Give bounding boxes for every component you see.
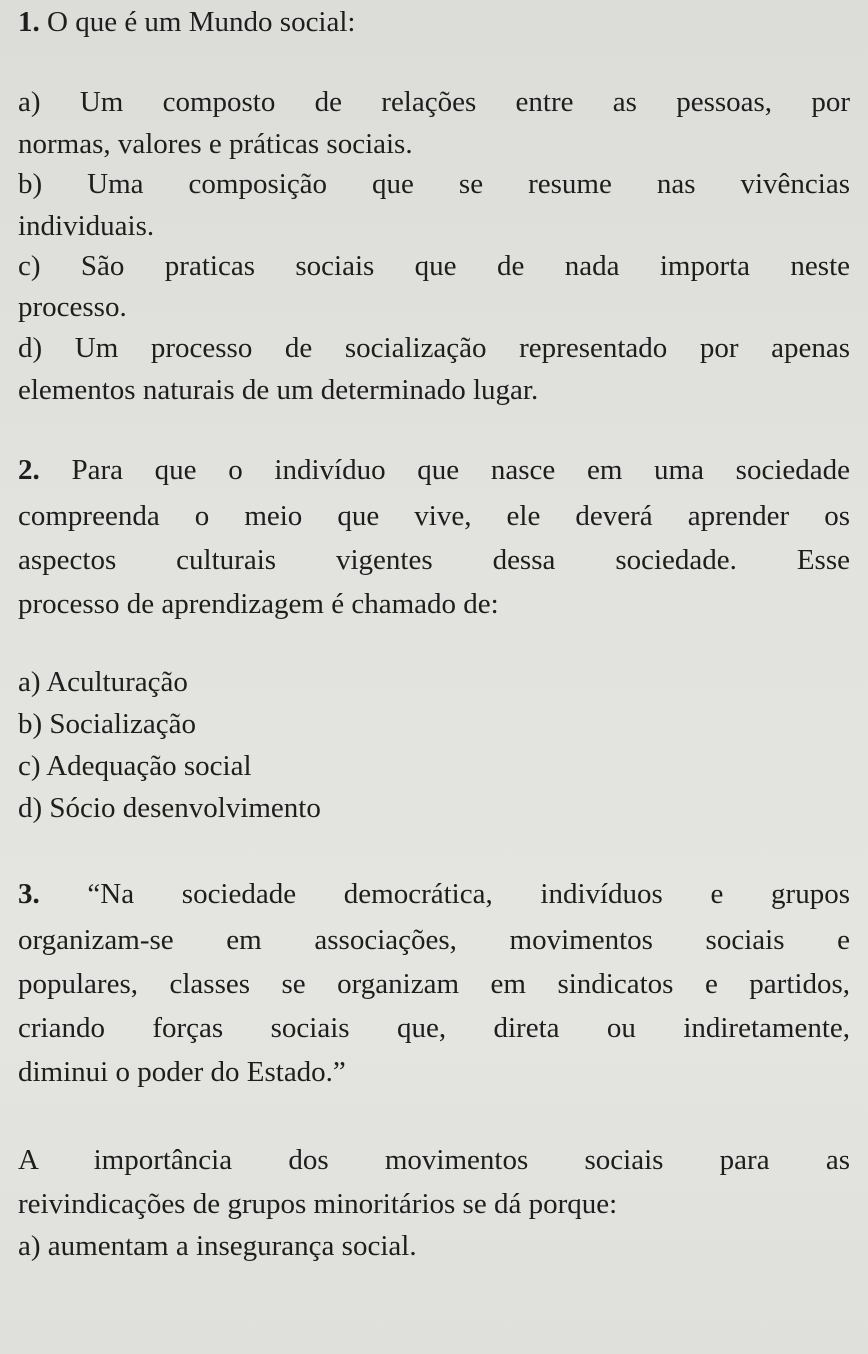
question-2-line-4: processo de aprendizagem é chamado de: [18, 588, 499, 620]
option-letter: a) [18, 86, 41, 118]
question-text: Para que o indivíduo que nasce em uma sociedade [71, 454, 851, 486]
q1-option-b-line-2: individuais. [18, 210, 155, 242]
option-letter: d) [18, 792, 43, 824]
option-text: Uma composição que se resume nas vivências [87, 168, 850, 200]
question-2-line-3: aspectos culturais vigentes dessa sociedade. Esse [18, 544, 850, 576]
question-number: 1. [18, 6, 40, 38]
option-letter: c) [18, 250, 41, 282]
q2-option-a [18, 662, 188, 702]
q1-option-b-line-1 [18, 164, 850, 204]
question-text: O que é um Mundo social: [47, 6, 356, 38]
option-letter: a) [18, 1230, 41, 1262]
option-text: São praticas sociais que de nada importa neste [80, 250, 851, 282]
question-3-prompt-line-1: A importância dos movimentos sociais para as [18, 1144, 850, 1176]
option-letter: b) [18, 708, 43, 740]
option-letter: d) [18, 332, 43, 364]
q1-option-a-line-1 [18, 82, 850, 122]
question-3-line-4: criando forças sociais que, direta ou indiretamente, [18, 1012, 850, 1044]
question-3-line-2: organizam-se em associações, movimentos sociais e [18, 924, 850, 956]
question-3-line-5: diminui o poder do Estado.” [18, 1056, 346, 1088]
option-text: Aculturação [46, 666, 188, 698]
option-letter: c) [18, 750, 41, 782]
option-text: Um processo de socialização representado por apenas [74, 332, 851, 364]
q1-option-c-line-2: processo. [18, 291, 127, 323]
q2-option-b [18, 704, 196, 744]
question-text: “Na sociedade democrática, indivíduos e grupos [87, 878, 850, 910]
option-text: Sócio desenvolvimento [49, 792, 321, 824]
question-1-title [18, 2, 355, 42]
question-3-prompt-line-2: reivindicações de grupos minoritários se dá porque: [18, 1188, 618, 1220]
option-text: Socialização [49, 708, 196, 740]
option-letter: a) [18, 666, 41, 698]
question-2-line-1 [18, 450, 850, 490]
question-number: 3. [18, 878, 40, 910]
q1-option-d-line-1 [18, 328, 850, 368]
question-2-line-2: compreenda o meio que vive, ele deverá aprender os [18, 500, 850, 532]
q2-option-c [18, 746, 252, 786]
question-3-line-3: populares, classes se organizam em sindicatos e partidos, [18, 968, 850, 1000]
option-text: aumentam a insegurança social. [47, 1230, 417, 1262]
q2-option-d [18, 788, 321, 828]
option-text: Um composto de relações entre as pessoas, por [79, 86, 850, 118]
q3-option-a [18, 1226, 417, 1266]
question-number: 2. [18, 454, 40, 486]
q1-option-a-line-2: normas, valores e práticas sociais. [18, 128, 413, 160]
q1-option-d-line-2: elementos naturais de um determinado lugar. [18, 374, 539, 406]
option-text: Adequação social [46, 750, 252, 782]
question-3-line-1 [18, 874, 850, 914]
q1-option-c-line-1 [18, 246, 850, 286]
option-letter: b) [18, 168, 43, 200]
